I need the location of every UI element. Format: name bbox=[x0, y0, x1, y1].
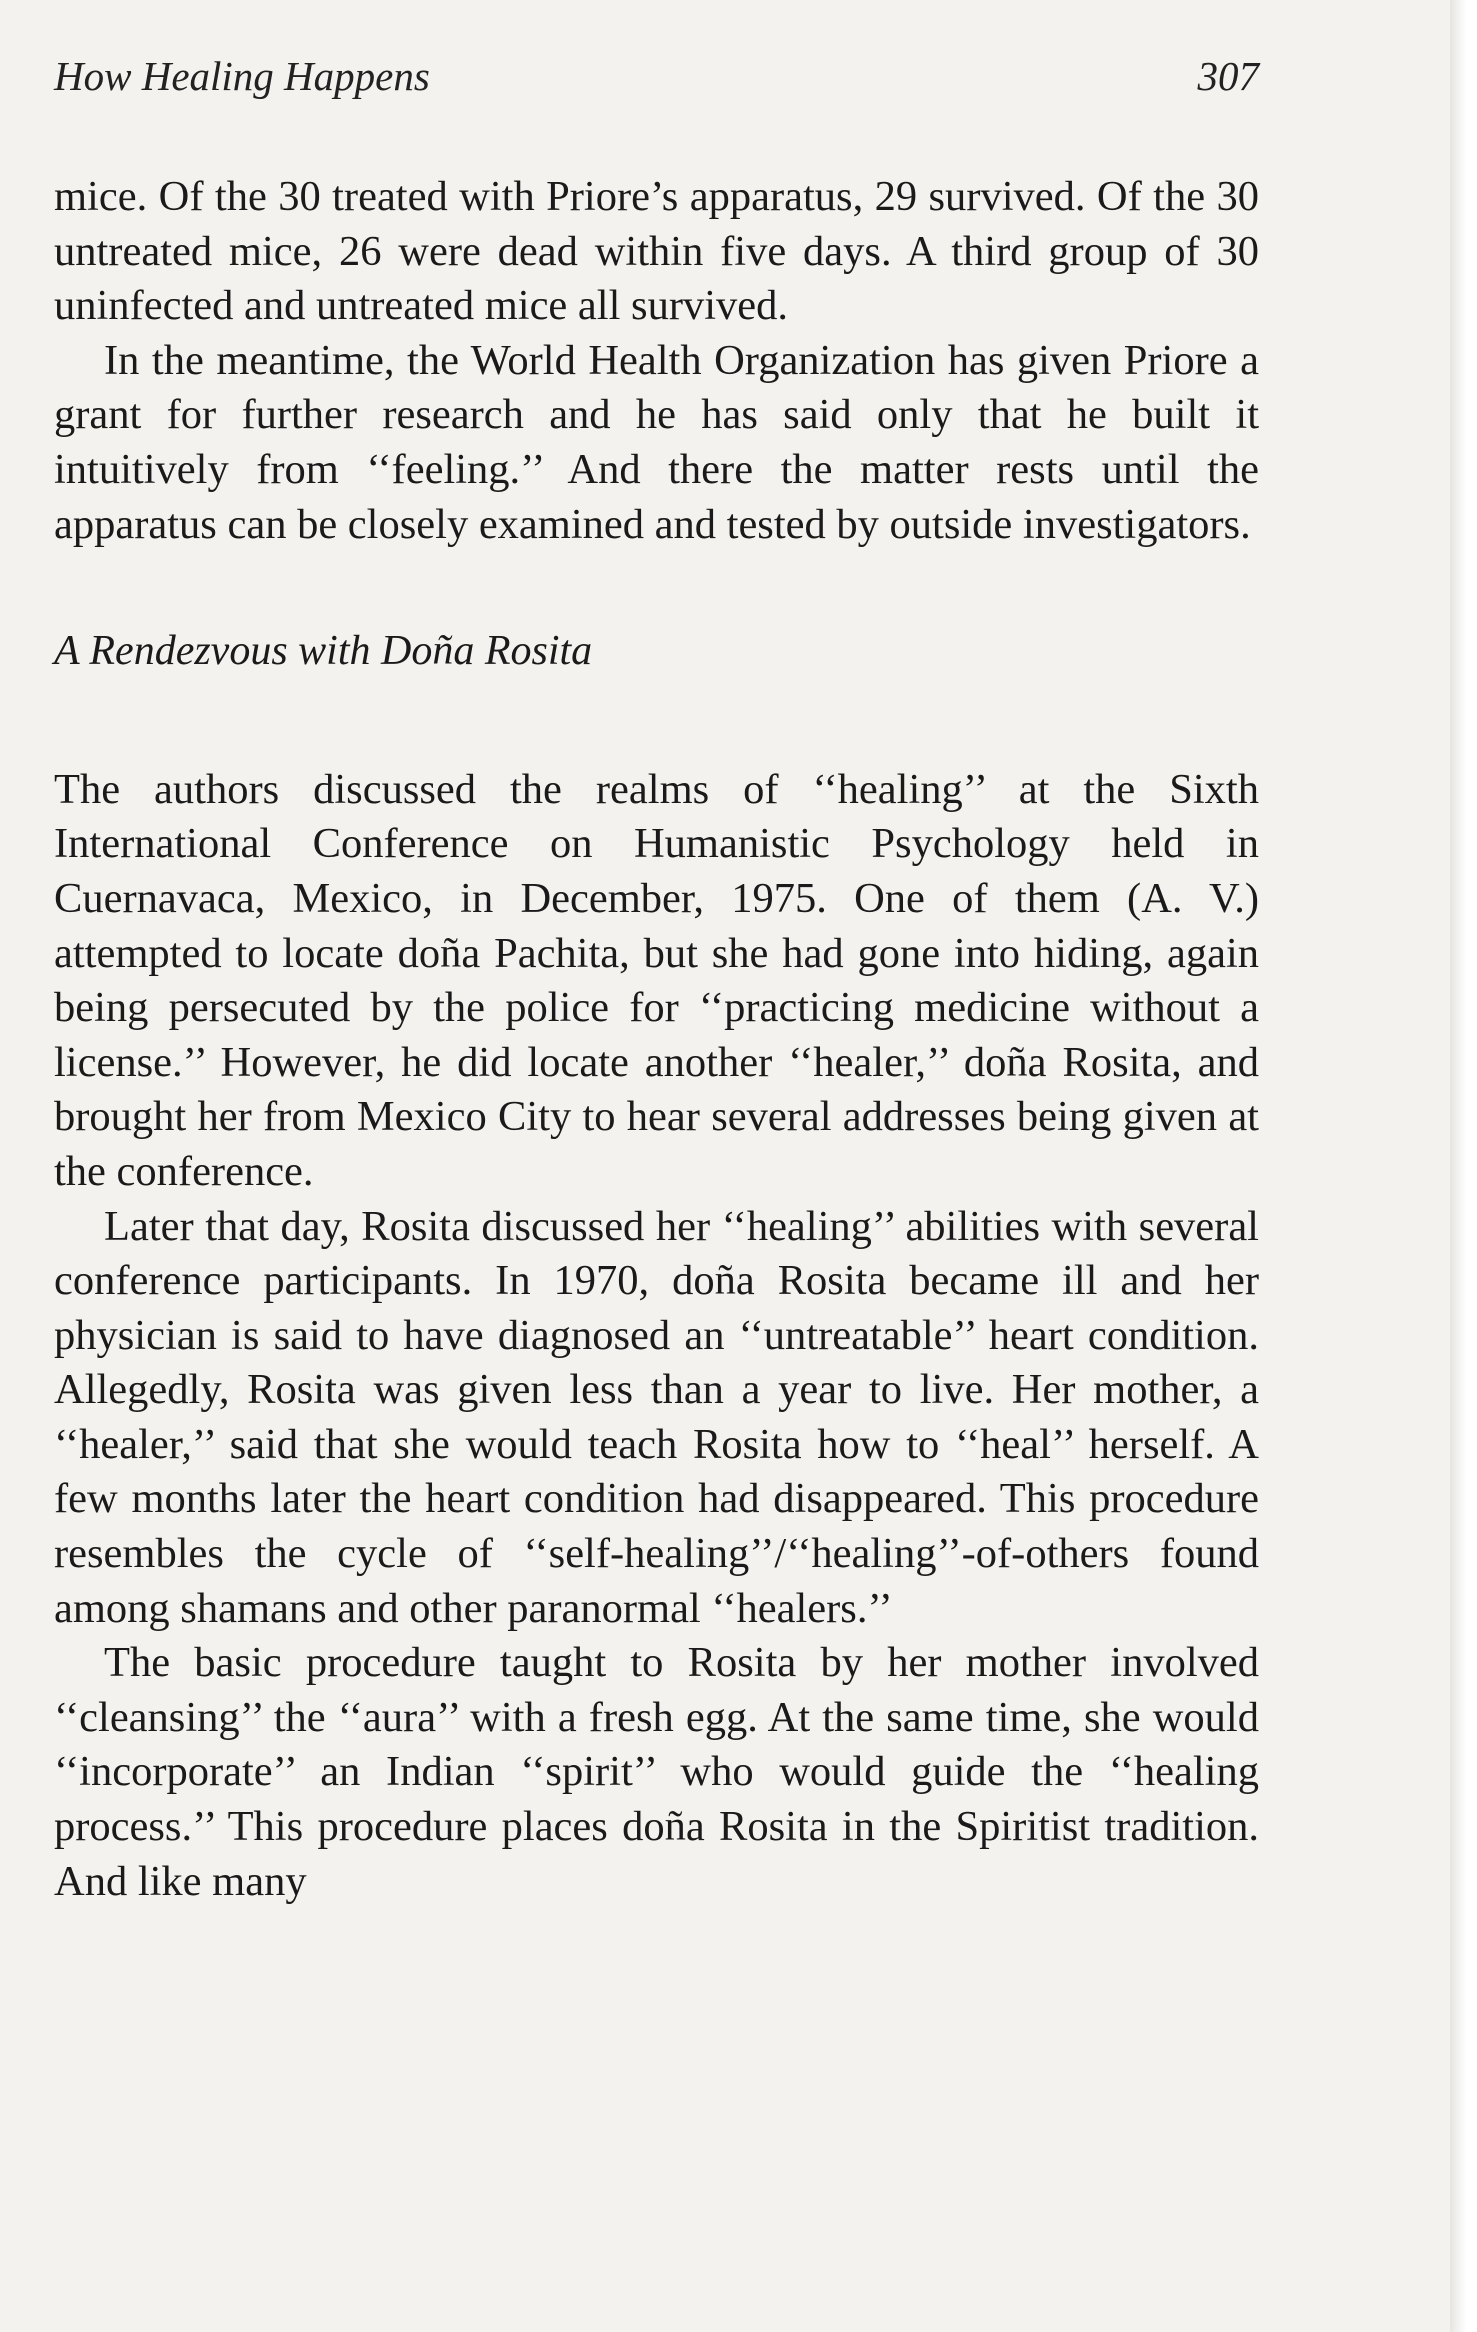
paragraph: The authors discussed the realms of ‘‘healing’’ at the Sixth International Conference on Humanistic Psychology held in Cuernavaca, Mexico, in December, 1975. One of them (A. V.) attempted to locate doña Pachita, but she had gone into hiding, again being persecuted by the police for ‘‘practicing medicine without a license.’’ However, he did locate another ‘‘healer,’’ doña Rosita, and brought her from Mexico City to hear several addresses being given at the conference. bbox=[54, 765, 1259, 1195]
body-text bbox=[54, 170, 1259, 1909]
running-head bbox=[54, 52, 1259, 112]
paragraph: mice. Of the 30 treated with Priore’s apparatus, 29 survived. Of the 30 untreated mice, 26 were dead within five days. A third group of 30 uninfected and untreated mice all survived. bbox=[54, 173, 1259, 330]
running-head-title: How Healing Happens bbox=[54, 53, 430, 99]
paragraph: In the meantime, the World Health Organization has given Priore a grant for further research and he has said only that he built it intuitively from ‘‘feeling.’’ And there the matter rests until the apparatus can be closely examined and tested by outside investigators. bbox=[54, 336, 1259, 548]
section-heading: A Rendezvous with Doña Rosita bbox=[54, 628, 593, 675]
paragraph: Later that day, Rosita discussed her ‘‘healing’’ abilities with several conference participants. In 1970, doña Rosita became ill and her physician is said to have diagnosed an ‘‘untreatable’’ heart condition. Allegedly, Rosita was given less than a year to live. Her mother, a ‘‘healer,’’ said that she would teach Rosita how to ‘‘heal’’ herself. A few months later the heart condition had disappeared. This procedure resembles the cycle of ‘‘self-healing’’/‘‘healing’’-of-others found among shamans and other paranormal ‘‘healers.’’ bbox=[54, 1202, 1259, 1632]
paragraph: The basic procedure taught to Rosita by her mother involved ‘‘cleansing’’ the ‘‘aura’’ with a fresh egg. At the same time, she would ‘‘incorporate’’ an Indian ‘‘spirit’’ who would guide the ‘‘healing process.’’ This procedure places doña Rosita in the Spiritist tradition. And like many bbox=[54, 1639, 1259, 1905]
page-edge bbox=[1450, 0, 1477, 2332]
page-number: 307 bbox=[1197, 53, 1259, 99]
